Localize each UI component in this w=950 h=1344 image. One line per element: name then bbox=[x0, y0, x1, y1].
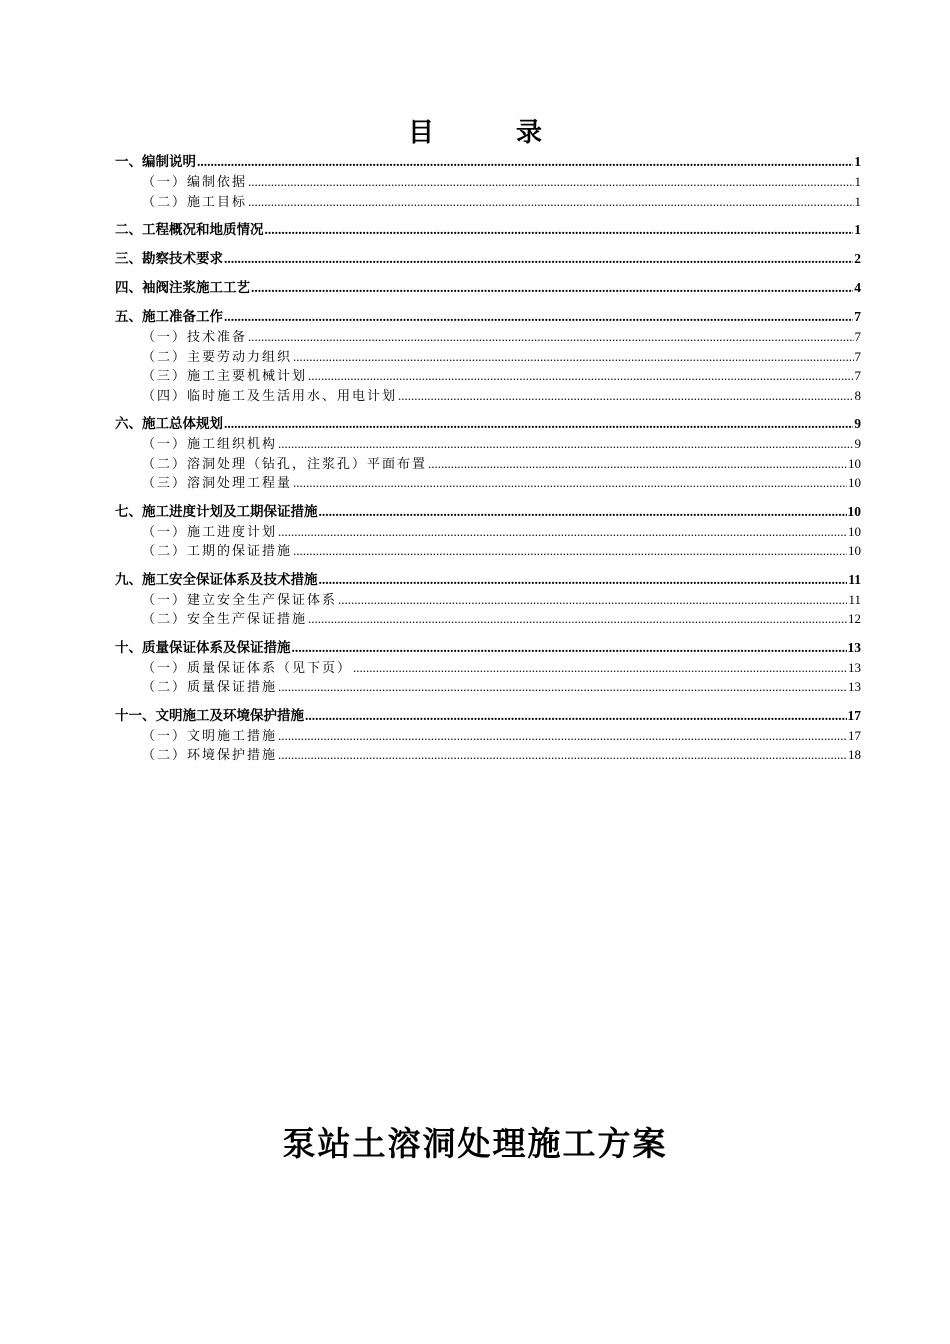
toc-entry-level1[interactable] bbox=[115, 307, 861, 327]
toc-entry-label: 十、质量保证体系及保证措施 bbox=[115, 639, 291, 656]
toc-entry-level2[interactable] bbox=[115, 609, 861, 629]
toc-entry-label: 十一、文明施工及环境保护措施 bbox=[115, 707, 304, 724]
toc-section bbox=[115, 152, 861, 211]
toc-page-number: 10 bbox=[848, 475, 861, 490]
toc-entry-label: 九、施工安全保证体系及技术措施 bbox=[115, 571, 318, 588]
toc-page-number: 11 bbox=[848, 591, 861, 607]
dot-leader bbox=[292, 638, 847, 658]
toc-page-number: 9 bbox=[854, 416, 861, 431]
document-title: 泵站土溶洞处理施工方案 bbox=[282, 1124, 668, 1163]
toc-page-number: 2 bbox=[854, 251, 861, 266]
toc-section bbox=[115, 638, 861, 697]
toc-subentry-label: （一）技术准备 bbox=[142, 330, 248, 345]
toc-entry-label: 五、施工准备工作 bbox=[115, 309, 223, 325]
dot-leader bbox=[278, 434, 853, 454]
toc-entry-level1[interactable] bbox=[115, 638, 861, 658]
toc-page-number: 13 bbox=[848, 679, 861, 694]
toc-entry-level1[interactable] bbox=[115, 502, 861, 522]
dot-leader bbox=[278, 522, 847, 542]
toc-subentry-label: （一）施工组织机构 bbox=[142, 437, 278, 452]
toc-entry-level2[interactable] bbox=[115, 434, 861, 454]
dot-leader bbox=[248, 172, 853, 192]
toc-page-number: 11 bbox=[848, 571, 861, 587]
toc-page-number: 1 bbox=[854, 174, 861, 189]
toc-entry-level2[interactable] bbox=[115, 726, 861, 746]
toc-page-number: 7 bbox=[854, 329, 861, 344]
toc-page-number: 8 bbox=[854, 387, 861, 403]
toc-entry-level2[interactable] bbox=[115, 677, 861, 697]
dot-leader bbox=[265, 220, 854, 240]
dot-leader bbox=[398, 386, 853, 406]
toc-entry-level1[interactable] bbox=[115, 249, 861, 269]
toc-section bbox=[115, 307, 861, 405]
toc-entry-level1[interactable] bbox=[115, 220, 861, 240]
toc-subentry-label: （二）环境保护措施 bbox=[142, 748, 278, 763]
toc-page-number: 13 bbox=[848, 659, 861, 675]
toc-entry-level2[interactable] bbox=[115, 658, 861, 678]
dot-leader bbox=[305, 706, 847, 726]
toc-page-number: 1 bbox=[854, 154, 861, 169]
toc-page-number: 10 bbox=[848, 523, 861, 539]
toc-subentry-label: （一）建立安全生产保证体系 bbox=[142, 592, 338, 608]
toc-entry-label: 三、勘察技术要求 bbox=[115, 251, 223, 267]
toc-page-number: 13 bbox=[847, 639, 861, 655]
toc-entry-level2[interactable] bbox=[115, 172, 861, 192]
dot-leader bbox=[278, 677, 847, 697]
dot-leader bbox=[308, 609, 847, 629]
toc-page-number: 7 bbox=[854, 309, 861, 324]
toc-subentry-label: （二）溶洞处理（钻孔，注浆孔）平面布置 bbox=[142, 456, 428, 472]
toc-entry-label: 二、工程概况和地质情况 bbox=[115, 222, 264, 238]
toc-entry-level2[interactable] bbox=[115, 327, 861, 347]
dot-leader bbox=[353, 658, 847, 678]
toc-entry-level2[interactable] bbox=[115, 386, 861, 406]
toc-entry-level1[interactable] bbox=[115, 570, 861, 590]
toc-page-number: 17 bbox=[847, 707, 861, 723]
toc-entry-level2[interactable] bbox=[115, 590, 861, 610]
toc-page-number: 10 bbox=[848, 543, 861, 558]
dot-leader bbox=[293, 541, 847, 561]
toc-subentry-label: （一）文明施工措施 bbox=[142, 728, 278, 744]
toc-page-number: 10 bbox=[847, 503, 861, 519]
dot-leader bbox=[224, 249, 853, 269]
toc-page-number: 1 bbox=[854, 193, 861, 209]
dot-leader bbox=[293, 473, 847, 493]
toc-entry-level2[interactable] bbox=[115, 473, 861, 493]
toc-subentry-label: （二）主要劳动力组织 bbox=[142, 349, 293, 365]
toc-subentry-label: （二）质量保证措施 bbox=[142, 680, 278, 695]
toc-entry-level2[interactable] bbox=[115, 745, 861, 765]
dot-leader bbox=[278, 726, 847, 746]
toc-subentry-label: （一）质量保证体系（见下页） bbox=[142, 660, 353, 676]
dot-leader bbox=[428, 454, 847, 474]
toc-entry-label: 四、袖阀注浆施工工艺 bbox=[115, 280, 250, 296]
dot-leader bbox=[319, 502, 847, 522]
toc-entry-level2[interactable] bbox=[115, 366, 861, 386]
dot-leader bbox=[224, 307, 853, 327]
toc-page-number: 4 bbox=[854, 280, 861, 295]
dot-leader bbox=[197, 152, 853, 172]
dot-leader bbox=[248, 327, 853, 347]
toc-subentry-label: （二）安全生产保证措施 bbox=[142, 612, 308, 627]
toc-section bbox=[115, 249, 861, 269]
toc-subentry-label: （二）施工目标 bbox=[142, 194, 248, 210]
toc-subentry-label: （四）临时施工及生活用水、用电计划 bbox=[142, 388, 398, 404]
dot-leader bbox=[224, 414, 853, 434]
dot-leader bbox=[293, 347, 853, 367]
dot-leader bbox=[278, 745, 847, 765]
toc-page-number: 18 bbox=[848, 747, 861, 762]
toc-section bbox=[115, 502, 861, 561]
toc-page-number: 7 bbox=[854, 368, 861, 383]
table-of-contents bbox=[115, 152, 861, 774]
toc-page-number: 10 bbox=[848, 455, 861, 471]
dot-leader bbox=[319, 570, 848, 590]
dot-leader bbox=[338, 590, 847, 610]
toc-page-number: 9 bbox=[854, 436, 861, 451]
toc-entry-label: 七、施工进度计划及工期保证措施 bbox=[115, 503, 318, 520]
dot-leader bbox=[251, 278, 853, 298]
toc-entry-level2[interactable] bbox=[115, 347, 861, 367]
toc-page-number: 17 bbox=[848, 727, 861, 743]
toc-entry-level1[interactable] bbox=[115, 706, 861, 726]
toc-section bbox=[115, 220, 861, 240]
toc-subentry-label: （一）编制依据 bbox=[142, 175, 248, 190]
toc-entry-label: 六、施工总体规划 bbox=[115, 416, 223, 432]
toc-subentry-label: （一）施工进度计划 bbox=[142, 524, 278, 540]
toc-entry-level1[interactable] bbox=[115, 278, 861, 298]
dot-leader bbox=[248, 192, 853, 212]
toc-page-number: 7 bbox=[854, 348, 861, 364]
toc-subentry-label: （二）工期的保证措施 bbox=[142, 544, 293, 559]
toc-subentry-label: （三）施工主要机械计划 bbox=[142, 369, 308, 384]
toc-page-number: 1 bbox=[854, 222, 861, 237]
toc-page-number: 12 bbox=[848, 611, 861, 626]
toc-subentry-label: （三）溶洞处理工程量 bbox=[142, 476, 293, 491]
toc-section bbox=[115, 706, 861, 765]
toc-entry-level2[interactable] bbox=[115, 522, 861, 542]
toc-section bbox=[115, 570, 861, 629]
toc-entry-level1[interactable] bbox=[115, 414, 861, 434]
toc-entry-level2[interactable] bbox=[115, 192, 861, 212]
toc-title: 目 录 bbox=[407, 118, 570, 148]
toc-entry-level2[interactable] bbox=[115, 541, 861, 561]
toc-section bbox=[115, 414, 861, 493]
toc-section bbox=[115, 278, 861, 298]
toc-entry-label: 一、编制说明 bbox=[115, 154, 196, 170]
toc-entry-level2[interactable] bbox=[115, 454, 861, 474]
toc-entry-level1[interactable] bbox=[115, 152, 861, 172]
dot-leader bbox=[308, 366, 853, 386]
